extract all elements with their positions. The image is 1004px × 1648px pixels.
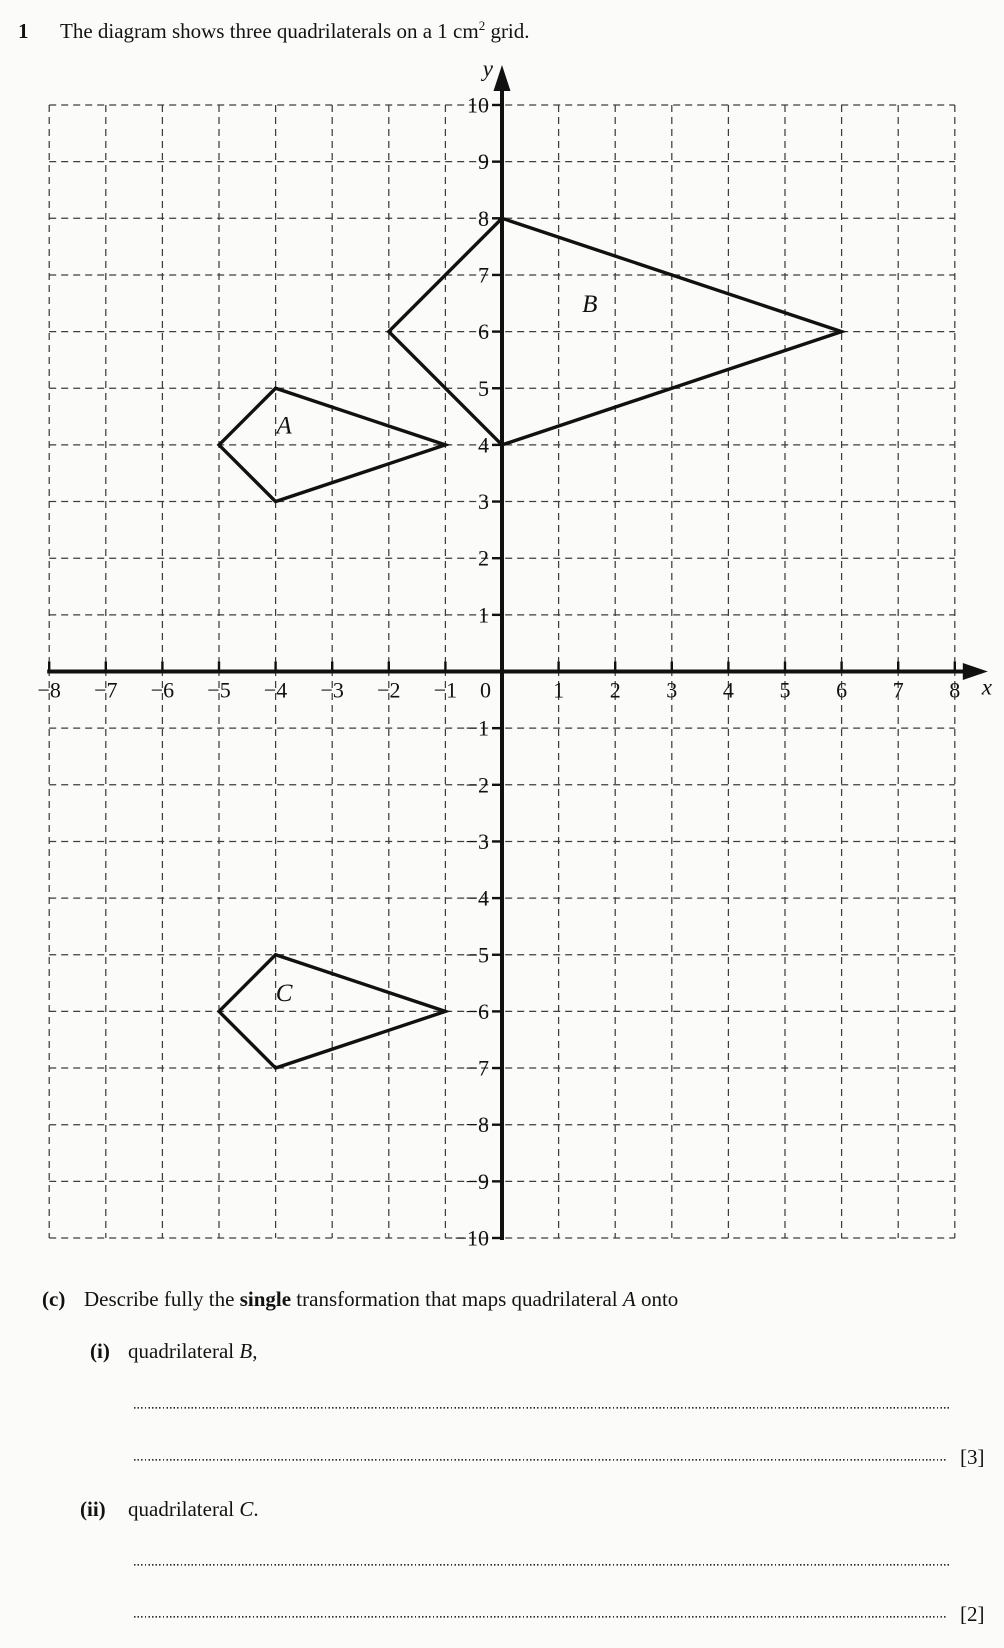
- part-c-text-3: onto: [635, 1287, 679, 1311]
- y-tick-label: 6: [478, 319, 489, 345]
- marks-badge-ii: [2]: [960, 1602, 985, 1626]
- part-c-ii-question: [128, 1496, 259, 1522]
- part-c-i-suffix: ,: [252, 1339, 258, 1363]
- quadrilateral-B-label: B: [582, 290, 598, 318]
- answer-line-1: [134, 1395, 950, 1409]
- x-tick-label: 2: [609, 677, 621, 703]
- y-tick-label: 10: [467, 92, 489, 118]
- x-tick-label: −5: [207, 677, 231, 703]
- x-tick-label: 4: [722, 677, 734, 703]
- part-c-i-text: quadrilateral: [128, 1339, 240, 1363]
- x-tick-label: −4: [263, 677, 288, 703]
- y-axis-letter: y: [482, 56, 493, 81]
- part-c-ii-label: (ii): [80, 1497, 106, 1521]
- y-tick-label: 2: [478, 545, 489, 571]
- x-axis-letter: x: [981, 674, 993, 700]
- quadrilateral-C-label: C: [275, 980, 293, 1008]
- x-tick-label: 1: [553, 677, 565, 703]
- part-c-text-1: Describe fully the: [84, 1287, 240, 1311]
- x-tick-label: 7: [892, 677, 904, 703]
- answer-line-2: [134, 1447, 946, 1461]
- part-c-text-2: transformation that maps quadrilateral: [291, 1287, 623, 1311]
- intro-superscript: 2: [478, 18, 486, 33]
- x-tick-label: 3: [666, 677, 678, 703]
- y-tick-label: −5: [465, 942, 489, 968]
- y-tick-label: −8: [465, 1112, 489, 1138]
- x-tick-label: −8: [37, 677, 61, 703]
- y-tick-label: −7: [465, 1055, 489, 1081]
- y-tick-label: −2: [465, 772, 489, 798]
- x-tick-label: −7: [94, 677, 118, 703]
- intro-text-after: grid.: [485, 19, 530, 43]
- y-tick-label: 1: [478, 602, 489, 628]
- answer-line-4: [134, 1604, 946, 1618]
- y-tick-label: 7: [478, 262, 489, 288]
- y-tick-label: −10: [454, 1225, 489, 1251]
- part-c-i-label: (i): [90, 1339, 110, 1363]
- y-axis-arrow: [494, 65, 511, 91]
- part-c-i-shape-letter: B: [239, 1339, 253, 1363]
- question-number: 1: [18, 19, 29, 43]
- y-tick-label: 8: [478, 205, 489, 231]
- marks-badge-i: [3]: [960, 1445, 985, 1469]
- x-tick-label: −3: [320, 677, 344, 703]
- y-tick-label: 3: [478, 489, 489, 515]
- origin-label: 0: [480, 677, 491, 703]
- part-c-ii-text: quadrilateral: [128, 1497, 240, 1521]
- x-tick-label: −2: [377, 677, 401, 703]
- y-tick-label: −3: [465, 828, 489, 854]
- part-c-label: (c): [42, 1287, 66, 1311]
- y-tick-label: 4: [478, 432, 489, 458]
- part-c-ii-suffix: .: [253, 1497, 259, 1521]
- part-c-i-question: [128, 1338, 257, 1364]
- y-tick-label: −9: [465, 1168, 489, 1194]
- y-tick-label: −6: [465, 998, 489, 1024]
- part-c-bold-word: single: [239, 1287, 292, 1311]
- y-tick-label: 9: [478, 149, 489, 175]
- x-tick-label: 8: [949, 677, 961, 703]
- x-tick-label: 5: [779, 677, 791, 703]
- x-tick-label: −1: [433, 677, 458, 703]
- part-c-question: [84, 1286, 678, 1312]
- x-tick-label: −6: [150, 677, 175, 703]
- y-tick-label: 5: [478, 375, 489, 401]
- x-tick-label: 6: [836, 677, 848, 703]
- quadrilateral-A-label: A: [276, 412, 292, 440]
- part-c-shape-letter: A: [622, 1287, 636, 1311]
- y-tick-label: −1: [465, 715, 489, 741]
- answer-line-3: [134, 1552, 950, 1566]
- part-c-ii-shape-letter: C: [239, 1497, 254, 1521]
- intro-text: The diagram shows three quadrilaterals on a 1 cm: [60, 19, 479, 43]
- y-tick-label: −4: [465, 885, 489, 911]
